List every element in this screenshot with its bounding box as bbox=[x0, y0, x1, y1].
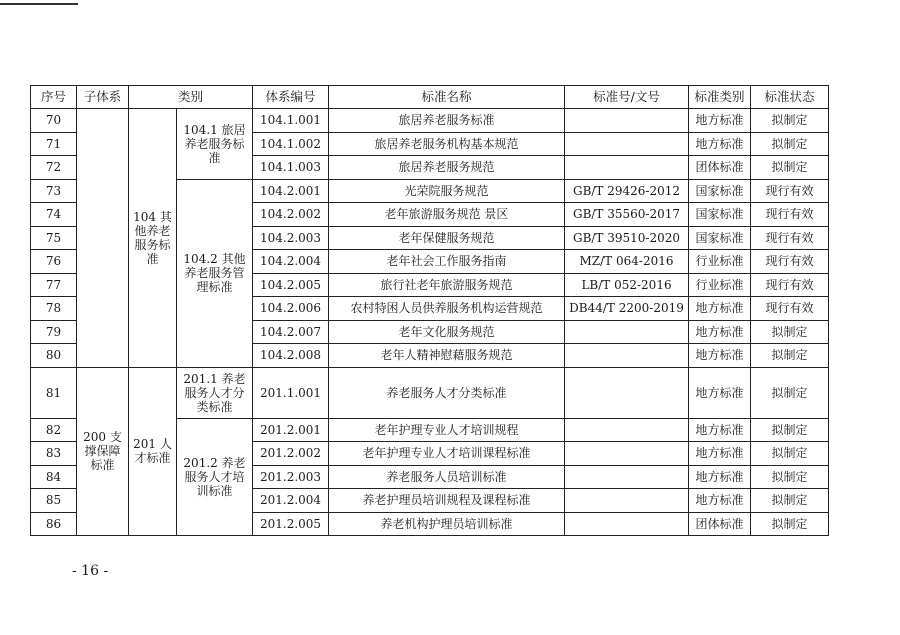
cell-type: 国家标准 bbox=[689, 226, 751, 250]
cell-name: 老年保健服务规范 bbox=[329, 226, 565, 250]
cell-std-no bbox=[565, 109, 689, 133]
cell-status: 拟制定 bbox=[751, 512, 829, 536]
cell-std-no: MZ/T 064-2016 bbox=[565, 250, 689, 274]
header-name: 标准名称 bbox=[329, 86, 565, 109]
cell-status: 现行有效 bbox=[751, 179, 829, 203]
cell-name: 老年社会工作服务指南 bbox=[329, 250, 565, 274]
cell-type: 国家标准 bbox=[689, 203, 751, 227]
cell-type: 团体标准 bbox=[689, 156, 751, 180]
cell-name: 老年护理专业人才培训课程标准 bbox=[329, 442, 565, 466]
cell-std-no: GB/T 39510-2020 bbox=[565, 226, 689, 250]
top-rule bbox=[0, 3, 78, 5]
cell-subsystem-blank bbox=[77, 109, 129, 368]
table-row bbox=[31, 367, 829, 418]
cell-status: 拟制定 bbox=[751, 132, 829, 156]
cell-seq: 86 bbox=[31, 512, 77, 536]
cell-group-201-1: 201.1 养老服务人才分类标准 bbox=[177, 367, 253, 418]
cell-seq: 73 bbox=[31, 179, 77, 203]
cell-name: 老年人精神慰藉服务规范 bbox=[329, 344, 565, 368]
cell-code: 201.2.002 bbox=[253, 442, 329, 466]
cell-code: 104.2.007 bbox=[253, 320, 329, 344]
cell-type: 行业标准 bbox=[689, 250, 751, 274]
cell-code: 104.2.005 bbox=[253, 273, 329, 297]
cell-name: 老年护理专业人才培训规程 bbox=[329, 418, 565, 442]
cell-name: 旅居养老服务标准 bbox=[329, 109, 565, 133]
cell-type: 团体标准 bbox=[689, 512, 751, 536]
header-code: 体系编号 bbox=[253, 86, 329, 109]
cell-std-no bbox=[565, 489, 689, 513]
cell-status: 拟制定 bbox=[751, 320, 829, 344]
cell-type: 地方标准 bbox=[689, 489, 751, 513]
cell-status: 拟制定 bbox=[751, 465, 829, 489]
cell-code: 104.1.001 bbox=[253, 109, 329, 133]
cell-group-104-1: 104.1 旅居养老服务标准 bbox=[177, 109, 253, 180]
cell-code: 104.2.002 bbox=[253, 203, 329, 227]
cell-type: 地方标准 bbox=[689, 297, 751, 321]
standards-table bbox=[30, 85, 829, 536]
cell-name: 旅居养老服务规范 bbox=[329, 156, 565, 180]
cell-status: 现行有效 bbox=[751, 203, 829, 227]
header-std-type: 标准类别 bbox=[689, 86, 751, 109]
header-category: 类别 bbox=[129, 86, 253, 109]
cell-type: 地方标准 bbox=[689, 344, 751, 368]
cell-status: 拟制定 bbox=[751, 344, 829, 368]
cell-seq: 82 bbox=[31, 418, 77, 442]
cell-status: 现行有效 bbox=[751, 226, 829, 250]
cell-status: 现行有效 bbox=[751, 273, 829, 297]
cell-std-no bbox=[565, 418, 689, 442]
cell-seq: 80 bbox=[31, 344, 77, 368]
cell-code: 104.2.004 bbox=[253, 250, 329, 274]
cell-code: 104.2.003 bbox=[253, 226, 329, 250]
cell-type: 地方标准 bbox=[689, 465, 751, 489]
cell-status: 拟制定 bbox=[751, 109, 829, 133]
header-seq: 序号 bbox=[31, 86, 77, 109]
table-row bbox=[31, 109, 829, 133]
cell-std-no bbox=[565, 465, 689, 489]
cell-std-no: LB/T 052-2016 bbox=[565, 273, 689, 297]
cell-std-no: GB/T 35560-2017 bbox=[565, 203, 689, 227]
cell-status: 拟制定 bbox=[751, 156, 829, 180]
cell-type: 地方标准 bbox=[689, 109, 751, 133]
cell-std-no bbox=[565, 442, 689, 466]
cell-status: 拟制定 bbox=[751, 418, 829, 442]
cell-name: 农村特困人员供养服务机构运营规范 bbox=[329, 297, 565, 321]
table-header-row bbox=[31, 86, 829, 109]
header-subsystem: 子体系 bbox=[77, 86, 129, 109]
cell-group-201: 201 人才标准 bbox=[129, 367, 177, 536]
cell-type: 地方标准 bbox=[689, 442, 751, 466]
cell-name: 养老护理员培训规程及课程标准 bbox=[329, 489, 565, 513]
cell-std-no bbox=[565, 132, 689, 156]
cell-group-104: 104 其他养老服务标准 bbox=[129, 109, 177, 368]
cell-name: 老年文化服务规范 bbox=[329, 320, 565, 344]
cell-group-200: 200 支撑保障标准 bbox=[77, 367, 129, 536]
cell-seq: 83 bbox=[31, 442, 77, 466]
cell-seq: 84 bbox=[31, 465, 77, 489]
cell-seq: 77 bbox=[31, 273, 77, 297]
cell-name: 养老服务人才分类标准 bbox=[329, 367, 565, 418]
cell-seq: 72 bbox=[31, 156, 77, 180]
cell-std-no bbox=[565, 512, 689, 536]
cell-std-no: DB44/T 2200-2019 bbox=[565, 297, 689, 321]
cell-name: 旅行社老年旅游服务规范 bbox=[329, 273, 565, 297]
cell-std-no bbox=[565, 367, 689, 418]
cell-type: 国家标准 bbox=[689, 179, 751, 203]
cell-seq: 79 bbox=[31, 320, 77, 344]
cell-seq: 76 bbox=[31, 250, 77, 274]
cell-status: 现行有效 bbox=[751, 250, 829, 274]
cell-name: 养老服务人员培训标准 bbox=[329, 465, 565, 489]
cell-code: 104.1.003 bbox=[253, 156, 329, 180]
cell-std-no: GB/T 29426-2012 bbox=[565, 179, 689, 203]
cell-seq: 85 bbox=[31, 489, 77, 513]
cell-std-no bbox=[565, 156, 689, 180]
cell-group-201-2: 201.2 养老服务人才培训标准 bbox=[177, 418, 253, 536]
cell-group-104-2: 104.2 其他养老服务管理标准 bbox=[177, 179, 253, 367]
cell-std-no bbox=[565, 344, 689, 368]
cell-type: 地方标准 bbox=[689, 132, 751, 156]
cell-name: 光荣院服务规范 bbox=[329, 179, 565, 203]
cell-type: 地方标准 bbox=[689, 367, 751, 418]
cell-code: 104.2.006 bbox=[253, 297, 329, 321]
cell-code: 201.2.004 bbox=[253, 489, 329, 513]
cell-code: 104.2.001 bbox=[253, 179, 329, 203]
page-number: - 16 - bbox=[72, 563, 109, 579]
cell-seq: 71 bbox=[31, 132, 77, 156]
cell-code: 104.2.008 bbox=[253, 344, 329, 368]
cell-seq: 81 bbox=[31, 367, 77, 418]
cell-status: 拟制定 bbox=[751, 489, 829, 513]
cell-seq: 78 bbox=[31, 297, 77, 321]
cell-code: 104.1.002 bbox=[253, 132, 329, 156]
cell-std-no bbox=[565, 320, 689, 344]
cell-name: 养老机构护理员培训标准 bbox=[329, 512, 565, 536]
cell-seq: 74 bbox=[31, 203, 77, 227]
cell-status: 现行有效 bbox=[751, 297, 829, 321]
cell-code: 201.2.003 bbox=[253, 465, 329, 489]
header-std-no: 标准号/文号 bbox=[565, 86, 689, 109]
cell-type: 行业标准 bbox=[689, 273, 751, 297]
cell-name: 旅居养老服务机构基本规范 bbox=[329, 132, 565, 156]
cell-code: 201.2.005 bbox=[253, 512, 329, 536]
cell-status: 拟制定 bbox=[751, 367, 829, 418]
cell-type: 地方标准 bbox=[689, 418, 751, 442]
cell-type: 地方标准 bbox=[689, 320, 751, 344]
cell-name: 老年旅游服务规范 景区 bbox=[329, 203, 565, 227]
cell-seq: 70 bbox=[31, 109, 77, 133]
cell-seq: 75 bbox=[31, 226, 77, 250]
cell-code: 201.1.001 bbox=[253, 367, 329, 418]
cell-status: 拟制定 bbox=[751, 442, 829, 466]
cell-code: 201.2.001 bbox=[253, 418, 329, 442]
header-status: 标准状态 bbox=[751, 86, 829, 109]
